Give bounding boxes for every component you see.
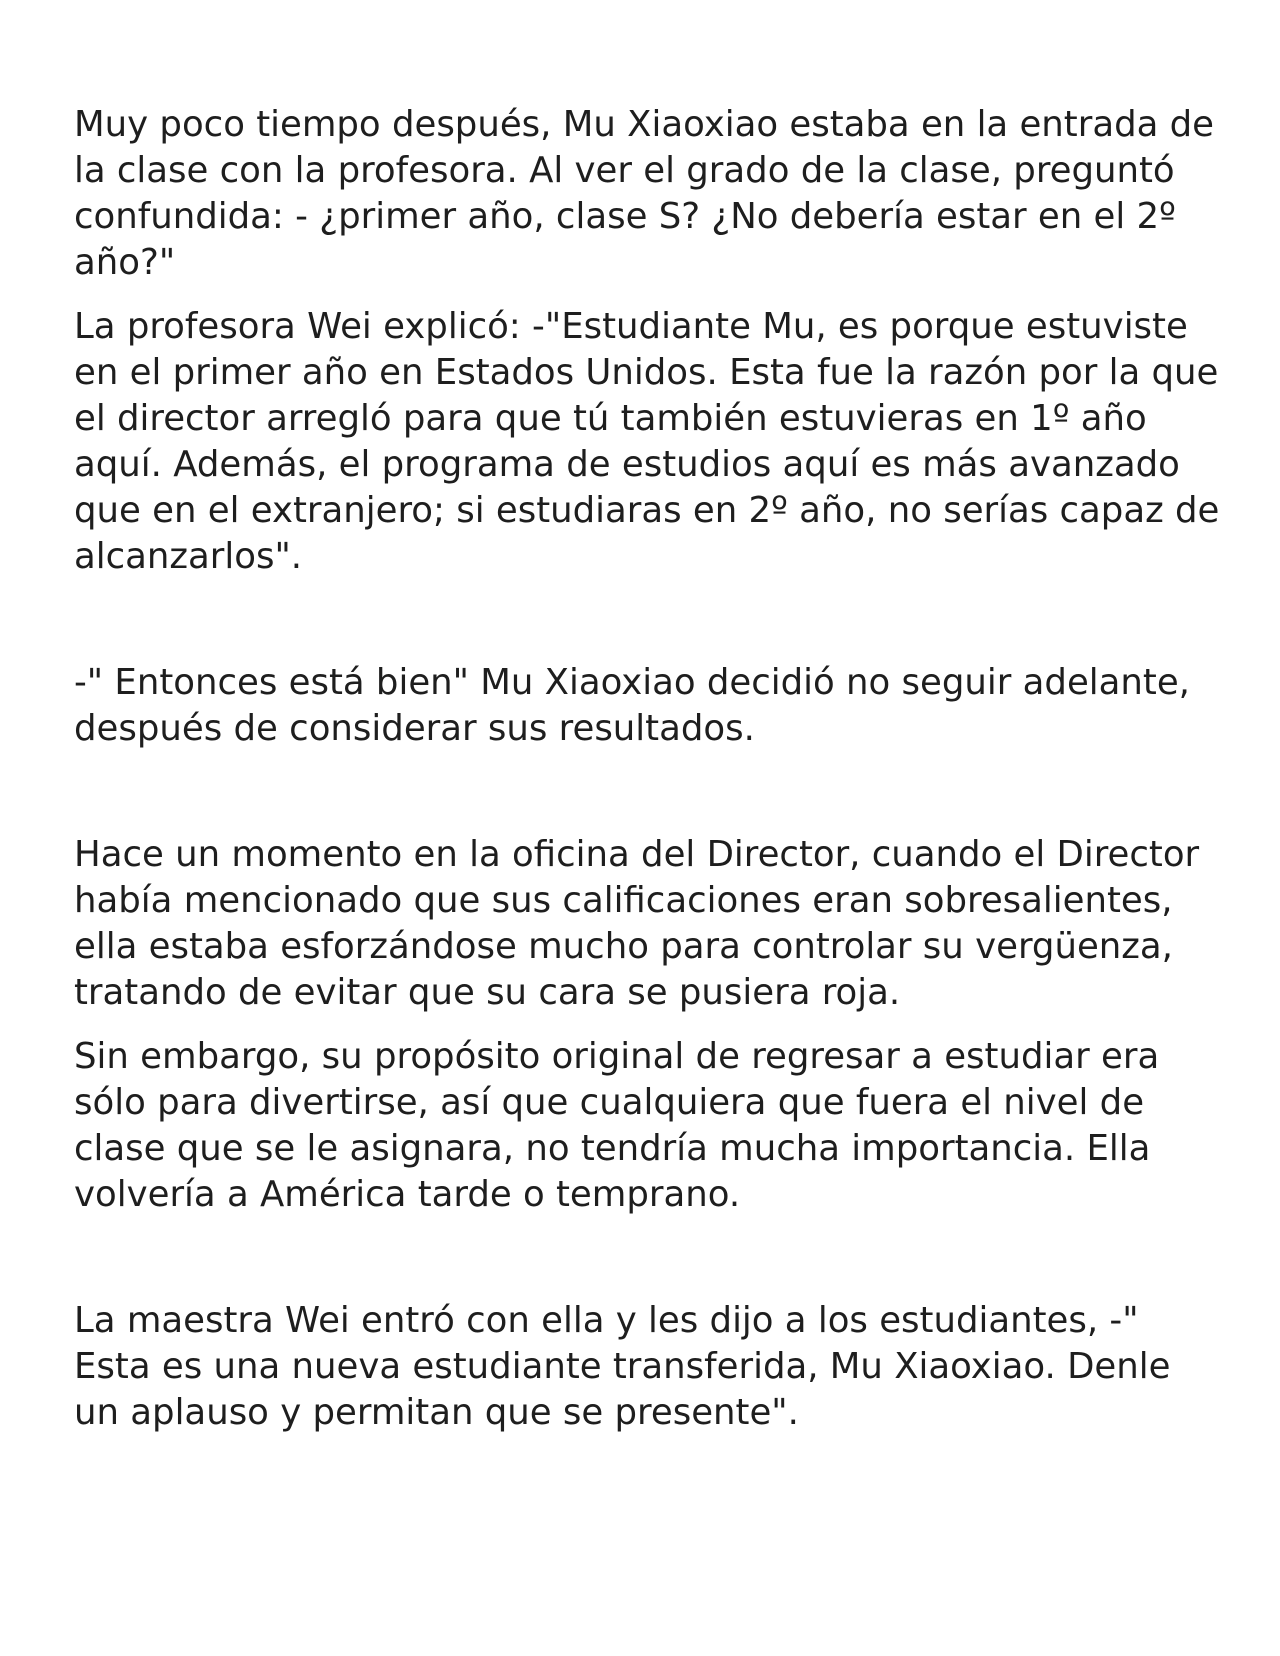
paragraph-1: Muy poco tiempo después, Mu Xiaoxiao estaba en la entrada de la clase con la profesora. Al ver el grado de la clase, preguntó confundida: - ¿primer año, clase S? ¿No debería estar en el 2º año?" — [74, 104, 1215, 283]
paragraph-4: Hace un momento en la oficina del Director, cuando el Director había mencionado que sus calificaciones eran sobresalientes, ella estaba esforzándose mucho para controlar su vergüenza, tratando de evitar que su cara se pusiera roja. — [74, 834, 1200, 1013]
paragraph-3: -" Entonces está bien" Mu Xiaoxiao decidió no seguir adelante, después de considerar sus resultados. — [74, 662, 1190, 749]
text-body — [74, 102, 1224, 1436]
paragraph-6: La maestra Wei entró con ella y les dijo a los estudiantes, -" Esta es una nueva estudiante transferida, Mu Xiaoxiao. Denle un aplauso y permitan que se presente". — [74, 1300, 1171, 1433]
paragraph-5: Sin embargo, su propósito original de regresar a estudiar era sólo para divertirse, así que cualquiera que fuera el nivel de clase que se le asignara, no tendría mucha importancia. Ella volvería a América tarde o temprano. — [74, 1036, 1160, 1215]
paragraph-2: La profesora Wei explicó: -"Estudiante Mu, es porque estuviste en el primer año en Estados Unidos. Esta fue la razón por la que el director arregló para que tú también estuvieras en 1º año aquí. Además, el programa de estudios aquí es más avanzado que en el extranjero; si estudiaras en 2º año, no serías capaz de alcanzarlos". — [74, 306, 1220, 577]
